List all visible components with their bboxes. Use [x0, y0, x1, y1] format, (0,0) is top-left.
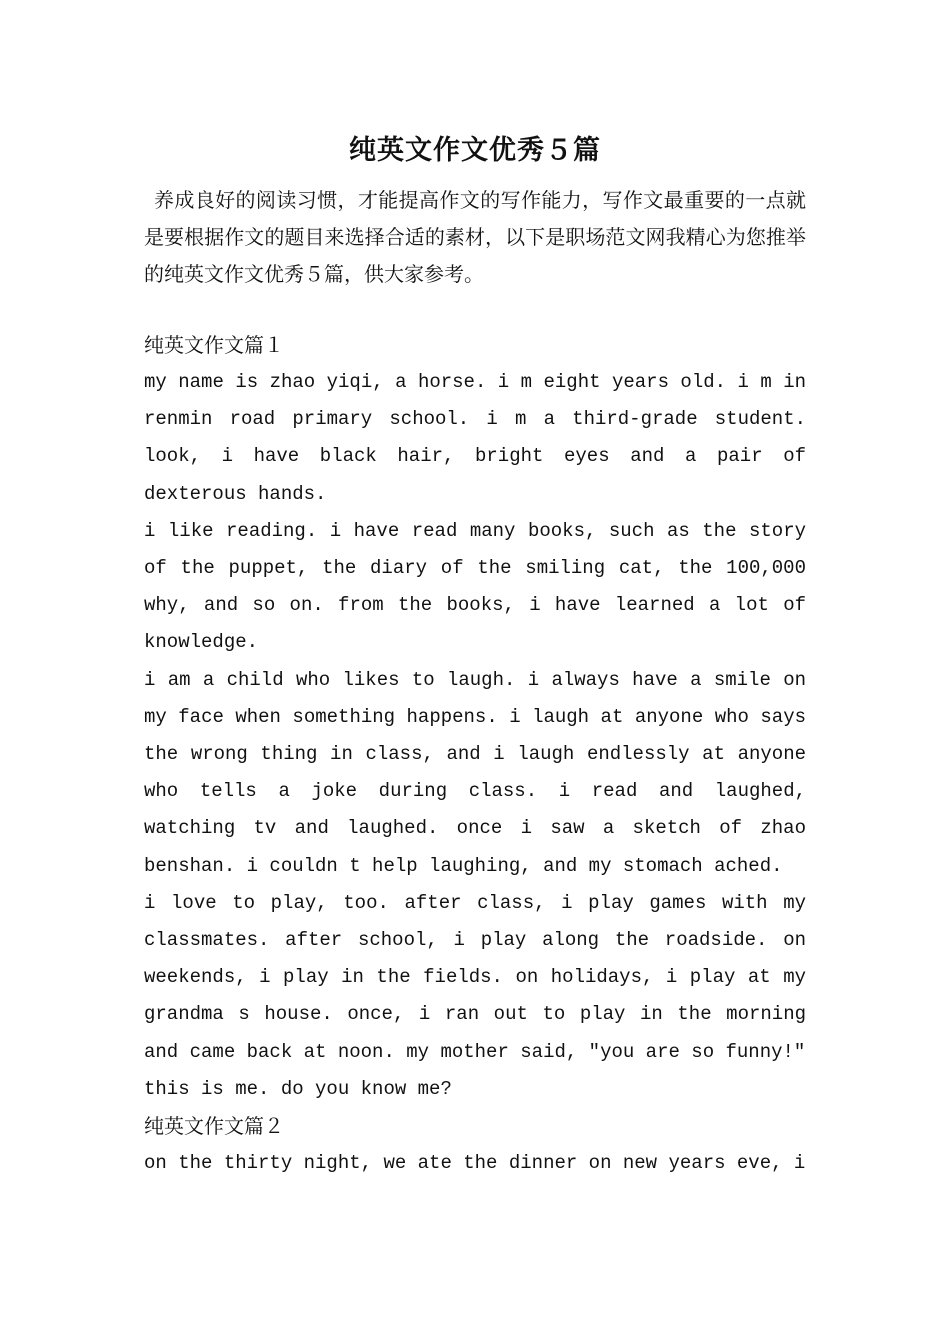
document-page [144, 128, 806, 1182]
section-heading: 纯英文作文篇２ [144, 1114, 284, 1139]
paragraph: i love to play, too. after class, i play games with my classmates. after school, i play along the roadside. on weekends, i play in the fields. on holidays, i play at my grandma s house. once, i ran out to play in the morning and came back at noon. my mother said, ″you are so funny!″ [144, 891, 806, 1063]
document-title: 纯英文作文优秀５篇 [349, 135, 601, 166]
section-heading: 纯英文作文篇１ [144, 333, 284, 357]
essay-section-1 [144, 327, 806, 1108]
paragraph: this is me. do you know me? [144, 1077, 452, 1100]
paragraph: i like reading. i have read many books, such as the story of the puppet, the diary of the smiling cat, the 100,000 why, and so on. from the books, i have learned a lot of knowledge. [144, 519, 806, 654]
essay-section-2 [144, 1108, 806, 1182]
paragraph: my name is zhao yiqi, a horse. i m eight years old. i m in renmin road primary school. i m a third-grade student. look, i have black hair, bright eyes and a pair of dexterous hands. [144, 371, 806, 505]
intro-paragraph: 养成良好的阅读习惯，才能提高作文的写作能力，写作文最重要的一点就是要根据作文的题目来选择合适的素材，以下是职场范文网我精心为您推举的纯英文作文优秀５篇，供大家参考。 [144, 188, 806, 286]
paragraph: i am a child who likes to laugh. i always have a smile on my face when something happens. i laugh at anyone who says the wrong thing in class, and i laugh endlessly at anyone who tells a joke during class. i read and laughed, watching tv and laughed. once i saw a sketch of zhao benshan. i couldn t help laughing, and my stomach ached. [144, 668, 806, 877]
paragraph: on the thirty night, we ate the dinner on new years eve, i [144, 1152, 806, 1175]
